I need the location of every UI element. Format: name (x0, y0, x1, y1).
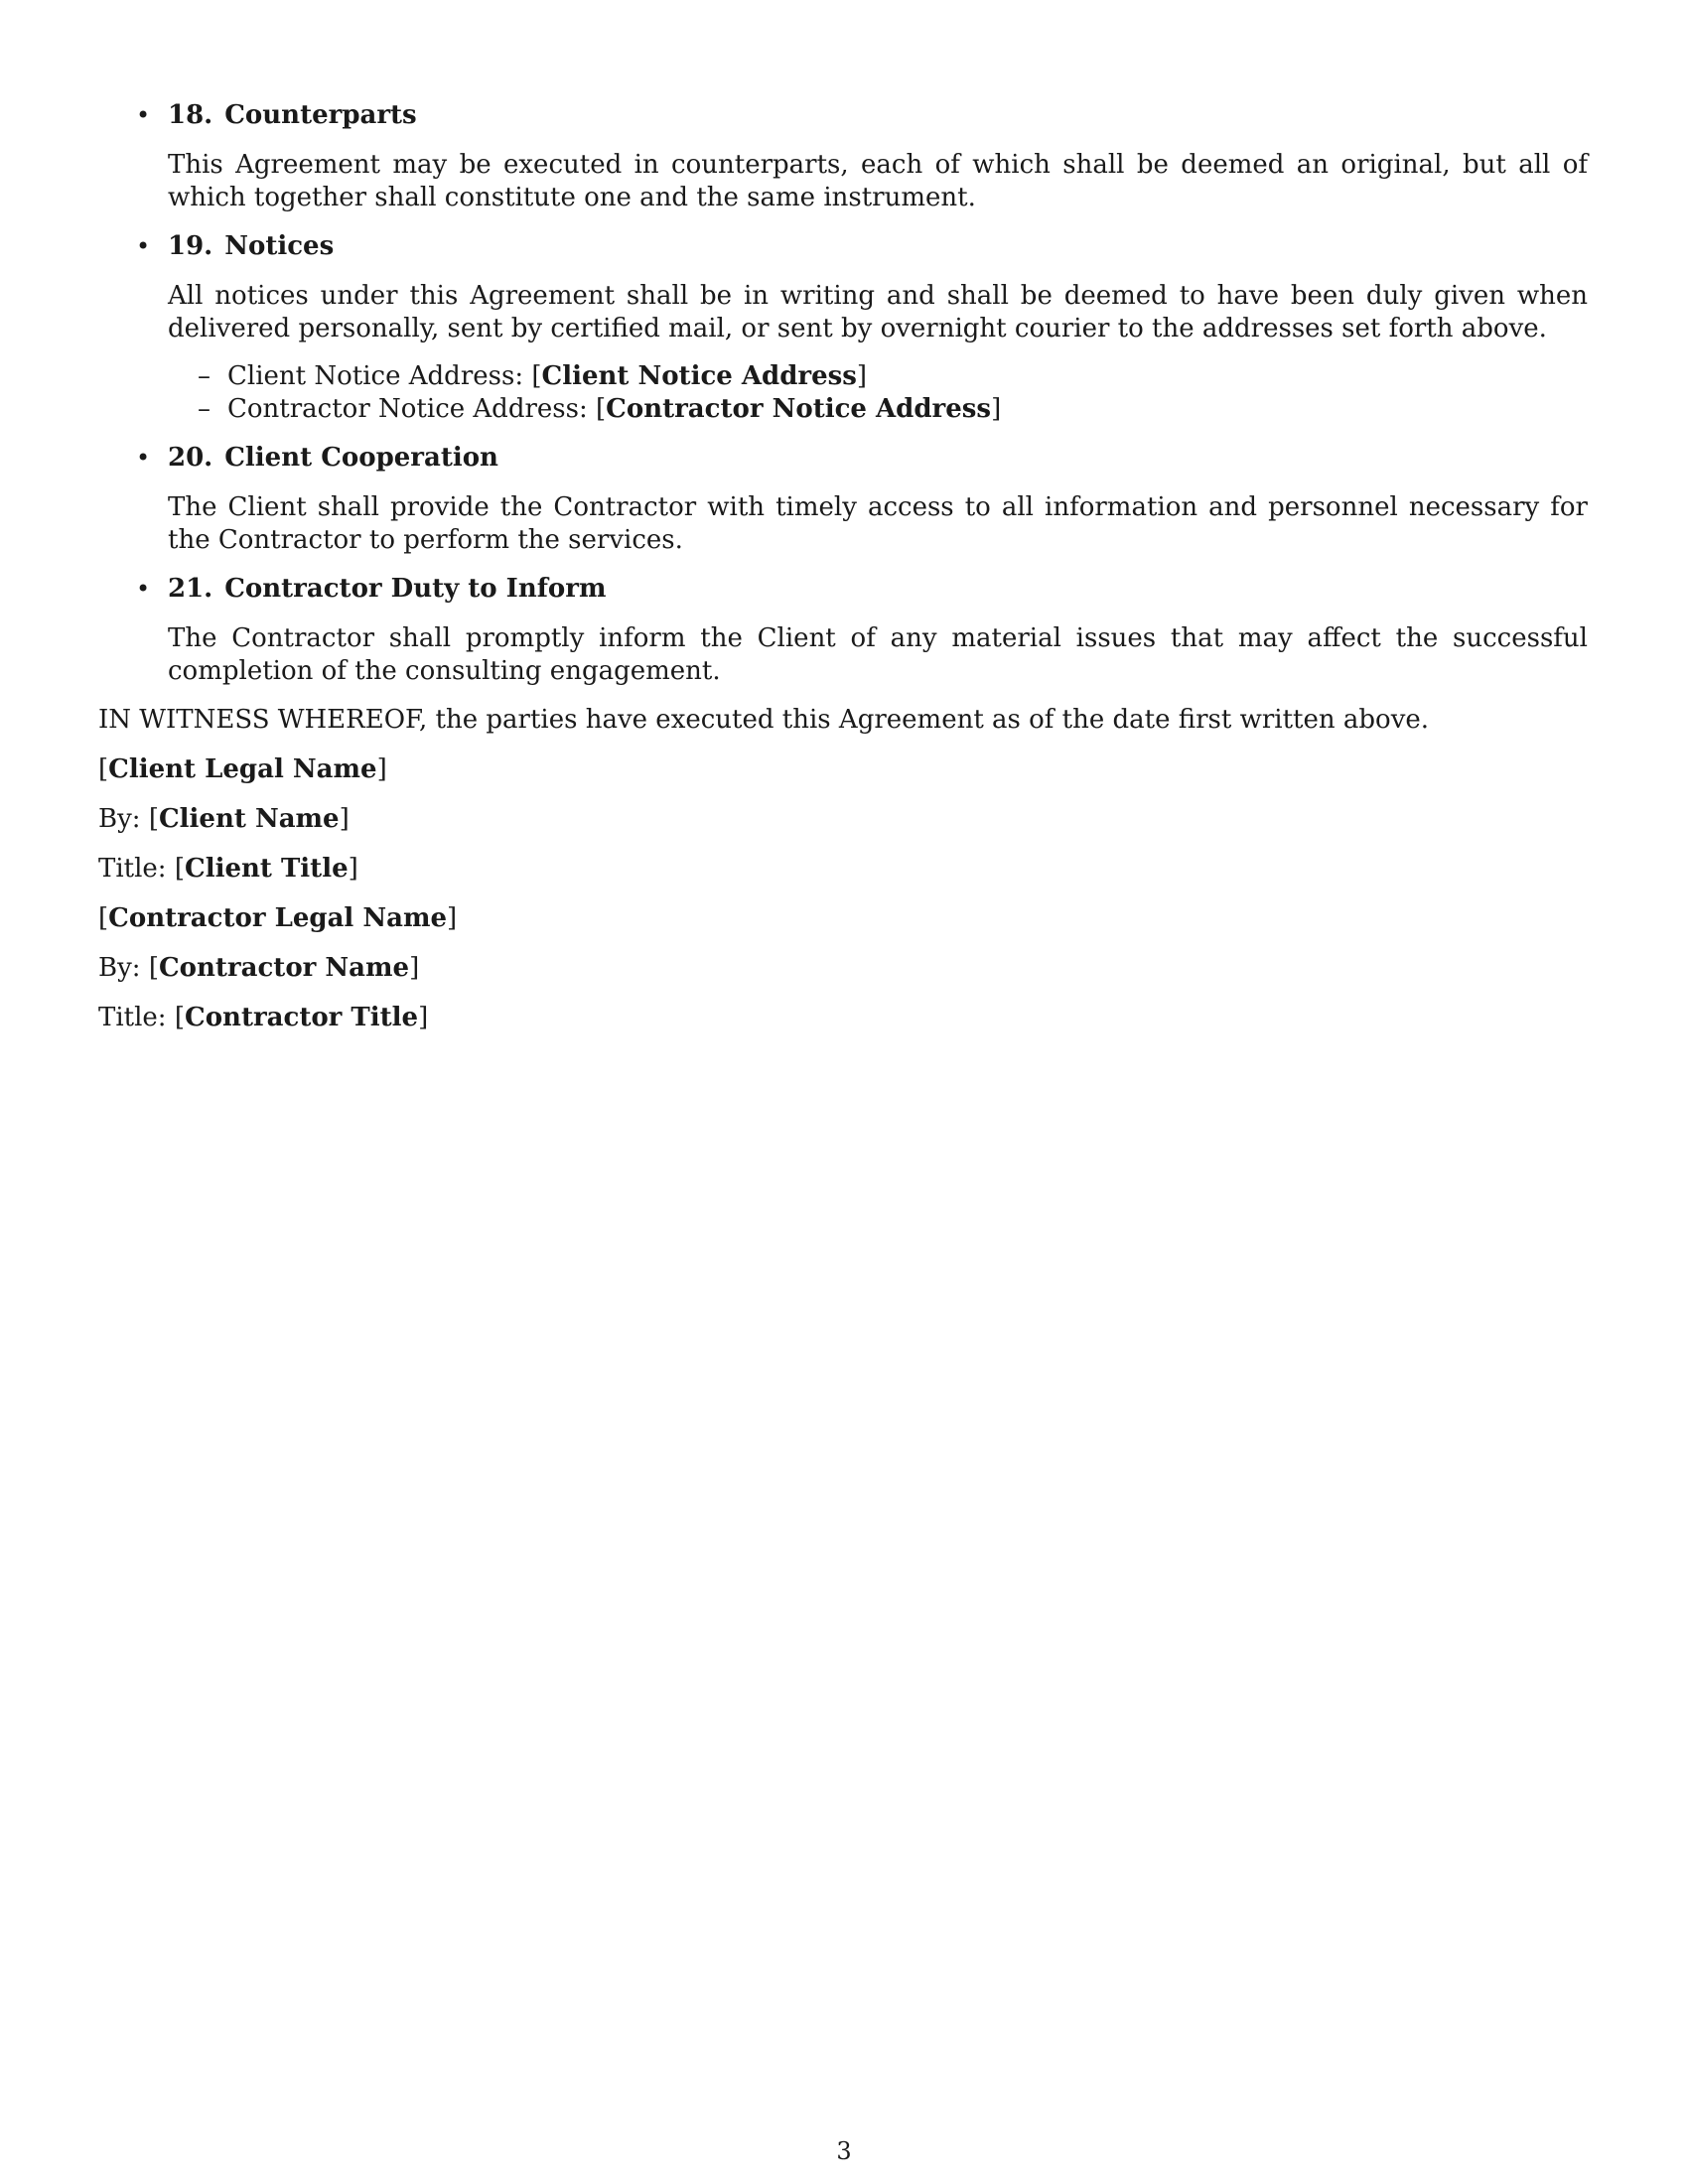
by-label: By: (98, 804, 141, 834)
bullet-icon: • (136, 444, 151, 472)
section-counterparts (98, 99, 1588, 214)
client-notice-address-placeholder: Client Notice Address (541, 361, 857, 391)
section-number: 21. (168, 574, 213, 604)
notice-address-list (168, 360, 1588, 426)
section-contractor-duty (98, 573, 1588, 688)
client-legal-name-line: [Client Legal Name] (98, 754, 387, 784)
section-title: Contractor Duty to Inform (224, 574, 607, 604)
section-list (98, 99, 1588, 688)
contractor-title-line: Title: [Contractor Title] (98, 1003, 429, 1032)
section-body: This Agreement may be executed in counterparts, each of which shall be deemed an original, but all of which together shall constitute one and the same instrument. (168, 150, 1588, 212)
notice-label: Client Notice Address: (227, 361, 524, 391)
contractor-by-line: By: [Contractor Name] (98, 953, 420, 983)
section-client-cooperation (98, 442, 1588, 557)
by-label: By: (98, 953, 141, 983)
section-heading (168, 442, 1588, 475)
section-number: 19. (168, 231, 213, 261)
section-number: 20. (168, 443, 213, 473)
notice-label: Contractor Notice Address: (227, 394, 588, 424)
section-title: Notices (224, 231, 335, 261)
contractor-title: Contractor Title (185, 1003, 419, 1032)
bullet-icon: • (136, 232, 151, 260)
client-title: Client Title (185, 854, 349, 884)
section-number: 18. (168, 100, 213, 130)
section-heading (168, 99, 1588, 132)
contractor-name: Contractor Name (158, 953, 410, 983)
section-notices (98, 230, 1588, 426)
section-title: Counterparts (224, 100, 417, 130)
witness-statement: IN WITNESS WHEREOF, the parties have executed this Agreement as of the date first written above. (98, 705, 1430, 735)
section-heading (168, 573, 1588, 606)
section-body: The Client shall provide the Contractor with timely access to all information and personnel necessary for the Contractor to perform the services. (168, 492, 1588, 555)
section-title: Client Cooperation (224, 443, 498, 473)
contractor-legal-name-line: [Contractor Legal Name] (98, 903, 458, 933)
section-body: The Contractor shall promptly inform the Client of any material issues that may affect the successful completion of the consulting engagement. (168, 623, 1588, 686)
bullet-icon: • (136, 575, 151, 603)
dash-icon: – (198, 361, 211, 391)
client-notice-address-item: – Client Notice Address: [Client Notice Address] (198, 361, 868, 391)
title-label: Title: (98, 1003, 167, 1032)
document-page (98, 99, 1588, 1051)
contractor-notice-address-placeholder: Contractor Notice Address (606, 394, 992, 424)
section-body: All notices under this Agreement shall be in writing and shall be deemed to have been duly given when delivered personally, sent by certified mail, or sent by overnight courier to the addresses set forth above. (168, 281, 1588, 343)
bullet-icon: • (136, 101, 151, 129)
dash-icon: – (198, 394, 211, 424)
client-title-line: Title: [Client Title] (98, 854, 358, 884)
contractor-notice-address-item: – Contractor Notice Address: [Contractor Notice Address] (198, 394, 1002, 424)
client-legal-name: Client Legal Name (108, 754, 377, 784)
contractor-legal-name: Contractor Legal Name (108, 903, 448, 933)
page-number: 3 (836, 2137, 852, 2165)
client-by-line: By: [Client Name] (98, 804, 350, 834)
section-heading (168, 230, 1588, 263)
title-label: Title: (98, 854, 167, 884)
client-name: Client Name (158, 804, 340, 834)
